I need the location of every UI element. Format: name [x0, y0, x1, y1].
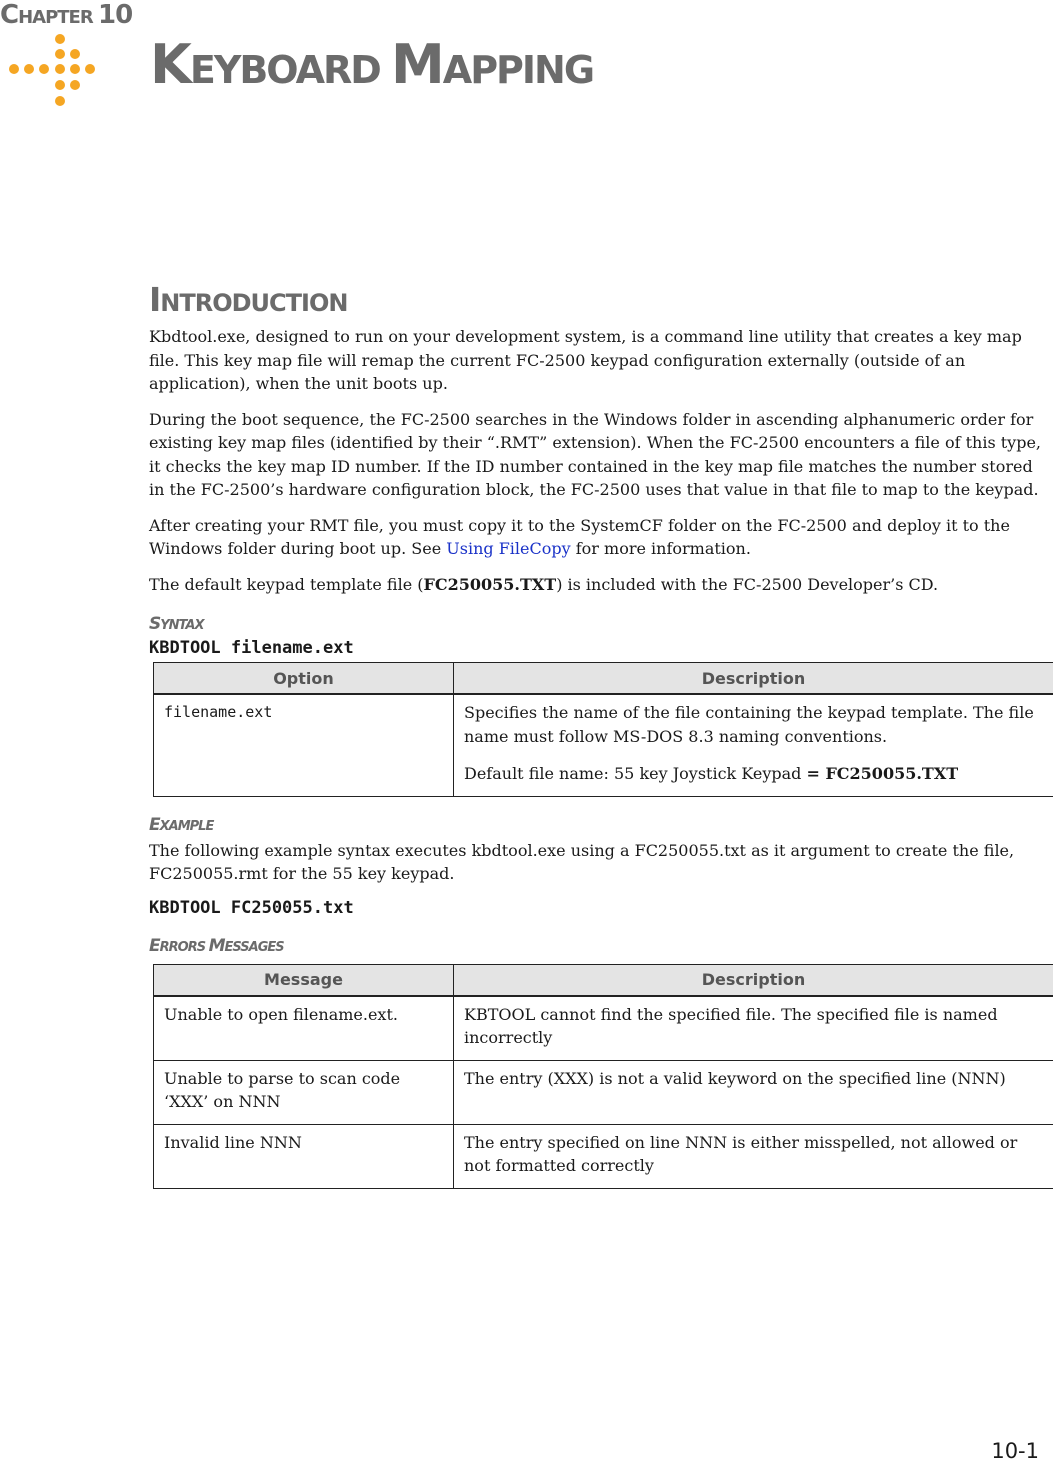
column-header-option: Option [154, 663, 454, 695]
errors-heading: ERRORS MESSAGES [149, 935, 284, 956]
intro-paragraph-3: After creating your RMT file, you must copy it to the SystemCF folder on the FC-2500 and deploy it to the Windows folder during boot up. See Using FileCopy for more information. [149, 515, 1010, 558]
example-command: KBDTOOL FC250055.txt [149, 897, 354, 918]
dot-arrow-logo [8, 33, 98, 109]
example-paragraph: The following example syntax executes kbdtool.exe using a FC250055.txt as it argument to create the file, FC250055.rmt for the 55 key keypad. [149, 840, 1015, 883]
page-content [149, 280, 1049, 1189]
description-cell [454, 694, 1053, 796]
column-header-description: Description [454, 663, 1053, 695]
column-header-description: Description [454, 964, 1053, 996]
message-cell: Invalid line NNN [154, 1124, 454, 1188]
intro-paragraph-2: During the boot sequence, the FC-2500 searches in the Windows folder in ascending alphanumeric order for existing key map files (identified by their “.RMT” extension). When the FC-2500 encounters a file of this type, it checks the key map ID number. If the ID number contained in the key map file matches the number stored in the FC-2500’s hardware configuration block, the FC-2500 uses that value in that file to map to the keypad. [149, 409, 1041, 499]
message-cell: Unable to open filename.ext. [154, 996, 454, 1061]
intro-paragraph-4: The default keypad template file (FC250055.TXT) is included with the FC-2500 Developer’s CD. [149, 574, 939, 594]
syntax-heading: SYNTAX [149, 614, 204, 634]
column-header-message: Message [154, 964, 454, 996]
description-cell: KBTOOL cannot find the specified file. The specified file is named incorrectly [454, 996, 1053, 1061]
intro-paragraph-1: Kbdtool.exe, designed to run on your development system, is a command line utility that creates a key map file. This key map file will remap the current FC-2500 keypad configuration externally (outside of an application), when the unit boots up. [149, 327, 1022, 393]
syntax-command: KBDTOOL filename.ext [149, 638, 354, 658]
table-row [154, 996, 1053, 1061]
table-row [154, 1060, 1053, 1124]
example-heading: EXAMPLE [149, 814, 214, 835]
page-number: 10-1 [991, 1439, 1039, 1463]
default-file-name: Default file name: 55 key Joystick Keypad = FC250055.TXT [464, 764, 959, 783]
description-cell: The entry specified on line NNN is either misspelled, not allowed or not formatted correctly [454, 1124, 1053, 1188]
table-header-row [154, 964, 1053, 996]
description-cell: The entry (XXX) is not a valid keyword on the specified line (NNN) [454, 1060, 1053, 1124]
chapter-label: CHAPTER 10 [0, 0, 133, 30]
using-filecopy-link[interactable]: Using FileCopy [446, 539, 571, 558]
description-text: Specifies the name of the file containing the keypad template. The file name must follow MS-DOS 8.3 naming conventions. [464, 703, 1034, 746]
chapter-title: KEYBOARD MAPPING [150, 33, 594, 96]
table-header-row [154, 663, 1053, 695]
syntax-table [153, 662, 1053, 797]
introduction-heading: INTRODUCTION [149, 280, 348, 319]
logo-dots [9, 34, 95, 106]
table-row [154, 1124, 1053, 1188]
message-cell: Unable to parse to scan code ‘XXX’ on NNN [154, 1060, 454, 1124]
errors-table [153, 964, 1053, 1189]
table-row [154, 694, 1053, 796]
option-cell: filename.ext [154, 694, 454, 796]
